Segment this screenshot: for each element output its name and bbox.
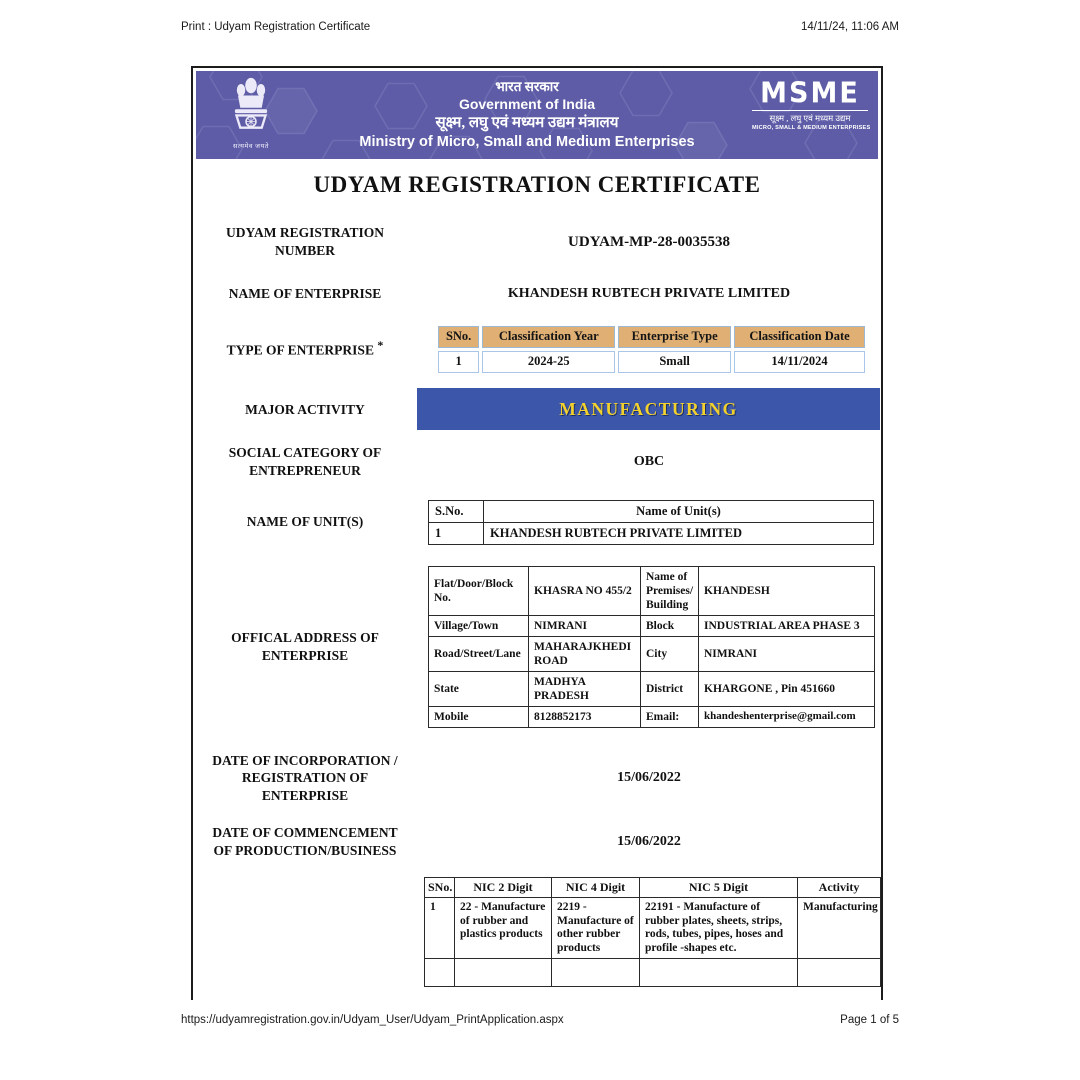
- column-header: S.No.: [429, 500, 484, 522]
- table-cell: Village/Town: [429, 615, 529, 636]
- nic-table: [424, 877, 881, 987]
- urn-value: UDYAM-MP-28-0035538: [568, 233, 730, 250]
- table-cell: NIMRANI: [699, 636, 875, 671]
- banner-titles: [316, 71, 738, 159]
- table-cell: Email:: [641, 707, 699, 728]
- table-cell: 14/11/2024: [734, 351, 865, 373]
- table-cell: 1: [425, 898, 455, 959]
- commencement-date-label: DATE OF COMMENCEMENT OF PRODUCTION/BUSINESS: [212, 825, 398, 858]
- address-table: [428, 566, 875, 728]
- incorporation-date-value: 15/06/2022: [617, 770, 681, 785]
- table-row: [429, 672, 875, 707]
- incorporation-date-label: DATE OF INCORPORATION / REGISTRATION OF ENTERPRISE: [212, 752, 398, 803]
- table-cell: Small: [618, 351, 731, 373]
- table-row: [429, 566, 875, 615]
- table-cell: Block: [641, 615, 699, 636]
- msme-wordmark: MSME: [760, 77, 860, 110]
- emblem-motto: सत्यमेव जयते: [233, 143, 269, 150]
- table-cell: KHANDESH: [699, 566, 875, 615]
- table-cell: District: [641, 672, 699, 707]
- table-cell: KHANDESH RUBTECH PRIVATE LIMITED: [484, 522, 874, 544]
- print-footer: [181, 1014, 899, 1026]
- msme-english-line: MICRO, SMALL & MEDIUM ENTERPRISES: [752, 125, 871, 131]
- table-cell: MADHYA PRADESH: [529, 672, 641, 707]
- table-cell: 8128852173: [529, 707, 641, 728]
- table-header-row: [429, 500, 874, 522]
- national-emblem: [223, 76, 279, 150]
- table-cell: State: [429, 672, 529, 707]
- column-header: Classification Year: [482, 326, 615, 348]
- nic-row: [193, 877, 881, 1000]
- table-row-empty: [425, 959, 881, 987]
- units-row: [193, 498, 881, 546]
- table-cell: khandeshenterprise@gmail.com: [699, 707, 875, 728]
- table-cell: 1: [438, 351, 479, 373]
- commencement-date-row: [193, 820, 881, 864]
- table-row: [429, 707, 875, 728]
- msme-hindi-line: सूक्ष्म , लघु एवं मध्यम उद्यम: [752, 110, 868, 124]
- column-header: Name of Unit(s): [484, 500, 874, 522]
- enterprise-name-row: [193, 278, 881, 310]
- asterisk-mark: *: [377, 338, 384, 353]
- table-cell: INDUSTRIAL AREA PHASE 3: [699, 615, 875, 636]
- major-activity-value: MANUFACTURING: [559, 398, 738, 419]
- govt-hindi-title: भारत सरकार: [495, 79, 559, 95]
- table-row: [425, 898, 881, 959]
- column-header: NIC 5 Digit: [640, 878, 798, 898]
- urn-row: [193, 218, 881, 266]
- social-category-row: [193, 440, 881, 484]
- table-row: [429, 636, 875, 671]
- print-datetime: 14/11/24, 11:06 AM: [800, 21, 899, 33]
- table-cell: [798, 959, 881, 987]
- table-cell: Name of Premises/ Building: [641, 566, 699, 615]
- address-label: OFFICAL ADDRESS OF ENTERPRISE: [231, 630, 379, 663]
- table-cell: Flat/Door/Block No.: [429, 566, 529, 615]
- major-activity-row: [193, 388, 881, 432]
- govt-english-title: Government of India: [458, 96, 596, 113]
- enterprise-name-label: NAME OF ENTERPRISE: [228, 286, 382, 302]
- table-cell: 22 - Manufacture of rubber and plastics products: [455, 898, 552, 959]
- certificate-sheet: [191, 66, 883, 1000]
- column-header: NIC 2 Digit: [455, 878, 552, 898]
- address-row: [193, 561, 881, 733]
- table-cell: [425, 959, 455, 987]
- table-cell: Mobile: [429, 707, 529, 728]
- column-header: Activity: [798, 878, 881, 898]
- national-emblem-icon: [228, 76, 274, 138]
- table-row: [429, 522, 874, 544]
- table-cell: City: [641, 636, 699, 671]
- incorporation-date-row: [193, 749, 881, 807]
- table-header-row: [425, 878, 881, 898]
- table-cell: MAHARAJKHEDI ROAD: [529, 636, 641, 671]
- commencement-date-value: 15/06/2022: [617, 834, 681, 849]
- enterprise-type-row: [193, 320, 881, 378]
- page-indicator: Page 1 of 5: [840, 1014, 899, 1026]
- column-header: Enterprise Type: [618, 326, 731, 348]
- table-row: [438, 351, 865, 373]
- table-cell: 22191 - Manufacture of rubber plates, sheets, strips, rods, tubes, pipes, hoses and profile -shapes etc.: [640, 898, 798, 959]
- column-header: SNo.: [438, 326, 479, 348]
- table-cell: KHARGONE , Pin 451660: [699, 672, 875, 707]
- enterprise-name-value: KHANDESH RUBTECH PRIVATE LIMITED: [507, 286, 791, 301]
- ministry-hindi-title: सूक्ष्म, लघु एवं मध्यम उद्यम मंत्रालय: [435, 114, 619, 131]
- print-url: https://udyamregistration.gov.in/Udyam_User/Udyam_PrintApplication.aspx: [181, 1014, 564, 1026]
- major-activity-label: MAJOR ACTIVITY: [245, 402, 365, 418]
- table-cell: Manufacturing: [798, 898, 881, 959]
- units-label: NAME OF UNIT(S): [246, 514, 364, 530]
- table-cell: [552, 959, 640, 987]
- column-header: SNo.: [425, 878, 455, 898]
- print-title: Print : Udyam Registration Certificate: [181, 21, 371, 33]
- certificate-title: UDYAM REGISTRATION CERTIFICATE: [313, 172, 761, 197]
- social-category-label: SOCIAL CATEGORY OF ENTREPRENEUR: [228, 445, 382, 478]
- print-header: [181, 21, 899, 33]
- urn-label: UDYAM REGISTRATION NUMBER: [226, 225, 384, 258]
- social-category-value: OBC: [633, 454, 665, 469]
- ministry-english-title: Ministry of Micro, Small and Medium Enterprises: [359, 133, 695, 150]
- msme-logo: [752, 77, 871, 131]
- column-header: Classification Date: [734, 326, 865, 348]
- table-cell: Road/Street/Lane: [429, 636, 529, 671]
- column-header: NIC 4 Digit: [552, 878, 640, 898]
- table-cell: NIMRANI: [529, 615, 641, 636]
- table-row: [429, 615, 875, 636]
- table-cell: KHASRA NO 455/2: [529, 566, 641, 615]
- table-header-row: [438, 326, 865, 348]
- enterprise-type-table: [435, 323, 868, 376]
- units-table: [428, 500, 874, 545]
- government-banner: [196, 71, 878, 159]
- table-cell: 2024-25: [482, 351, 615, 373]
- table-cell: 1: [429, 522, 484, 544]
- major-activity-banner: [417, 388, 880, 430]
- enterprise-type-label: TYPE OF ENTERPRISE *: [226, 338, 384, 358]
- table-cell: [640, 959, 798, 987]
- table-cell: 2219 - Manufacture of other rubber products: [552, 898, 640, 959]
- table-cell: [455, 959, 552, 987]
